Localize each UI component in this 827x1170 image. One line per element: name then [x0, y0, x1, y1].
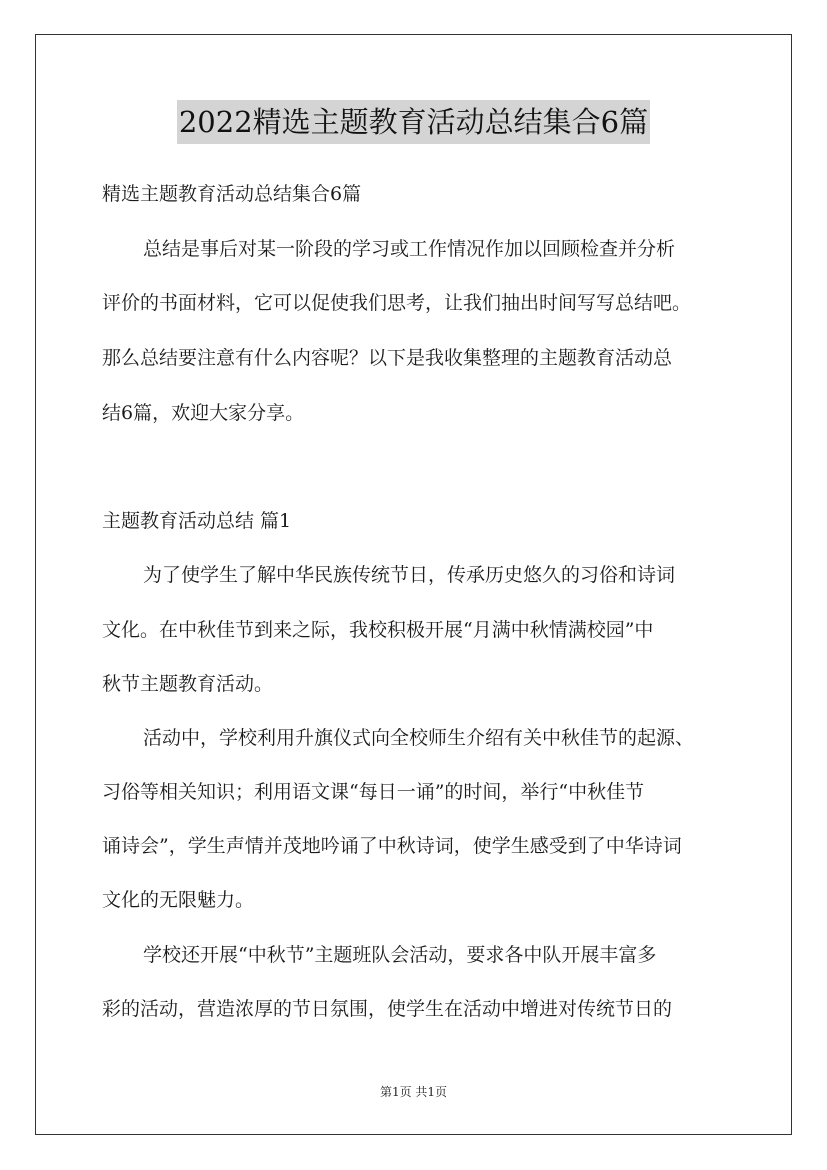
para2-line-3: 诵诗会”，学生声情并茂地吟诵了中秋诗词，使学生感受到了中华诗词 [102, 835, 682, 857]
para3-line-1: 学校还开展“中秋节”主题班队会活动，要求各中队开展丰富多 [143, 944, 657, 966]
page-footer: 第1页 共1页 [379, 1085, 448, 1099]
para2-line-4: 文化的无限魅力。 [102, 889, 255, 911]
para1-line-1: 为了使学生了解中华民族传统节日，传承历史悠久的习俗和诗词 [143, 564, 676, 586]
intro-line-3: 那么总结要注意有什么内容呢？以下是我收集整理的主题教育活动总 [102, 347, 673, 369]
section-heading: 主题教育活动总结 篇1 [102, 510, 292, 532]
title-container [0, 100, 827, 144]
intro-line-2: 评价的书面材料，它可以促使我们思考，让我们抽出时间写写总结吧。 [102, 292, 692, 314]
para3-line-2: 彩的活动，营造浓厚的节日氛围，使学生在活动中增进对传统节日的 [102, 998, 673, 1020]
para2-line-1: 活动中，学校利用升旗仪式向全校师生介绍有关中秋佳节的起源、 [143, 727, 695, 749]
para1-line-2: 文化。在中秋佳节到来之际，我校积极开展“月满中秋情满校园”中 [102, 619, 654, 641]
para1-line-3: 秋节主题教育活动。 [102, 673, 274, 695]
para2-line-2: 习俗等相关知识；利用语文课“每日一诵”的时间，举行“中秋佳节 [102, 781, 645, 803]
intro-line-1: 总结是事后对某一阶段的学习或工作情况作加以回顾检查并分析 [143, 238, 676, 260]
document-subtitle: 精选主题教育活动总结集合6篇 [102, 183, 362, 205]
intro-line-4: 结6篇，欢迎大家分享。 [102, 402, 305, 424]
document-title: 2022精选主题教育活动总结集合6篇 [177, 100, 650, 144]
